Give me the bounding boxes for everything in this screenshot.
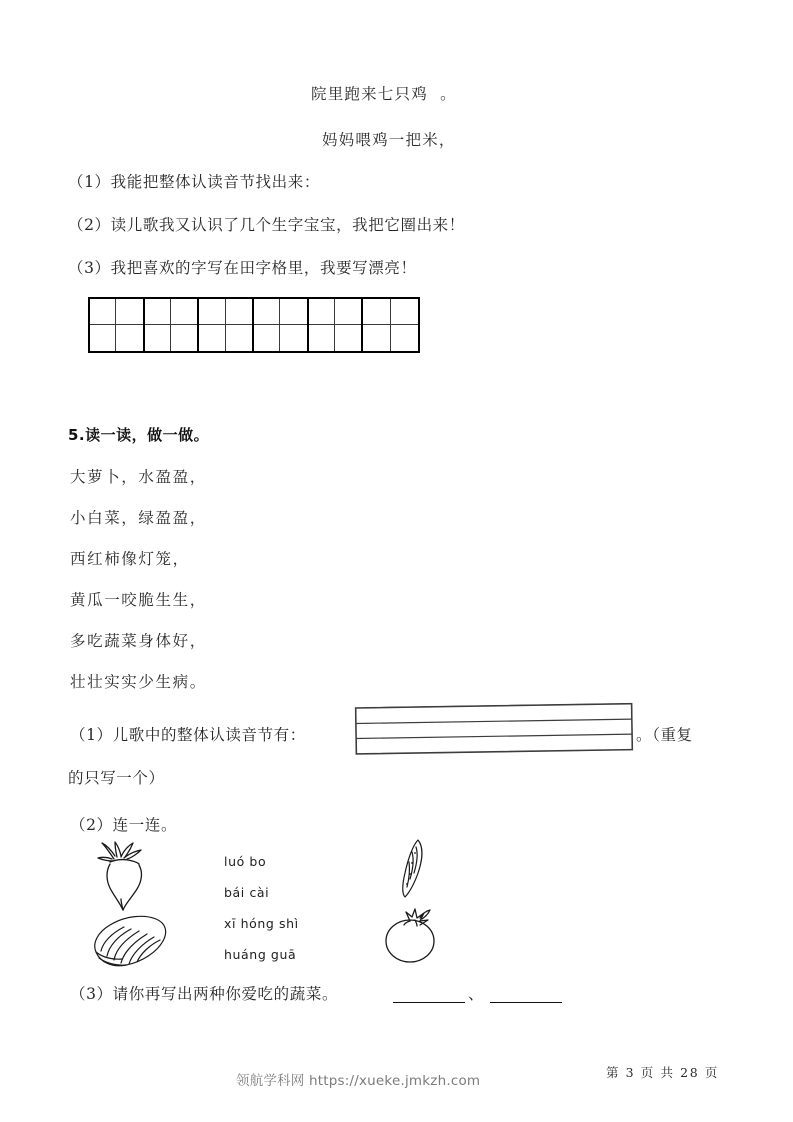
question-1-top: （1）我能把整体认读音节找出来：: [68, 173, 320, 191]
section5-q3-label: （3）请你再写出两种你爱吃的蔬菜。: [70, 985, 339, 1003]
grid-cell[interactable]: [335, 299, 361, 325]
grid-cell[interactable]: [199, 325, 225, 351]
grid-cell[interactable]: [116, 299, 142, 325]
section5-q1-suffix: 。（重复: [636, 726, 693, 744]
grid-cell[interactable]: [280, 325, 306, 351]
pinyin-options-list: [224, 846, 299, 970]
grid-group[interactable]: [199, 299, 254, 351]
pinyin-option-xihongshi[interactable]: xī hóng shì: [224, 916, 299, 931]
section5-q1-prefix: （1）儿歌中的整体认读音节有：: [70, 726, 306, 744]
grid-group[interactable]: [363, 299, 418, 351]
poem-line: 壮壮实实少生病。: [70, 673, 207, 691]
grid-cell[interactable]: [116, 325, 142, 351]
grid-cell[interactable]: [199, 299, 225, 325]
grid-group[interactable]: [90, 299, 145, 351]
grid-cell[interactable]: [335, 325, 361, 351]
poem-line: 黄瓜一咬脆生生，: [70, 591, 207, 609]
tomato-icon[interactable]: [382, 906, 444, 972]
q3-separator: 、: [468, 985, 485, 1003]
grid-group[interactable]: [145, 299, 200, 351]
grid-cell[interactable]: [226, 325, 252, 351]
grid-cell[interactable]: [363, 299, 390, 325]
grid-cell[interactable]: [363, 325, 390, 351]
question-2-top: （2）读儿歌我又认识了几个生字宝宝，我把它圈出来！: [68, 216, 465, 234]
grid-cell[interactable]: [145, 325, 171, 351]
grid-cell[interactable]: [254, 325, 280, 351]
cabbage-icon[interactable]: [86, 910, 174, 976]
pinyin-option-baicai[interactable]: bái cài: [224, 885, 270, 900]
pinyin-option-luobo[interactable]: luó bo: [224, 854, 267, 869]
grid-cell[interactable]: [90, 325, 116, 351]
pinyin-four-line-box[interactable]: [355, 707, 633, 755]
character-writing-grid[interactable]: [88, 297, 420, 353]
radish-icon[interactable]: [88, 840, 162, 916]
grid-cell[interactable]: [391, 299, 418, 325]
verse-line-2: 妈妈喂鸡一把米，: [322, 131, 456, 149]
grid-cell[interactable]: [171, 325, 197, 351]
grid-cell[interactable]: [254, 299, 280, 325]
poem-line: 多吃蔬菜身体好，: [70, 632, 207, 650]
question-3-top: （3）我把喜欢的字写在田字格里，我要写漂亮！: [68, 259, 417, 277]
poem-line: 大萝卜，水盈盈，: [70, 468, 207, 486]
footer-watermark: 领航学科网 https://xueke.jmkzh.com: [236, 1073, 481, 1089]
q3-blank-2[interactable]: [490, 986, 562, 1003]
grid-cell[interactable]: [309, 299, 335, 325]
grid-cell[interactable]: [171, 299, 197, 325]
grid-cell[interactable]: [90, 299, 116, 325]
section5-q1-wrap: 的只写一个）: [68, 769, 165, 787]
grid-cell[interactable]: [309, 325, 335, 351]
poem-line: 西红柿像灯笼，: [70, 550, 190, 568]
footer-page-indicator: 第 3 页 共 28 页: [606, 1065, 719, 1080]
verse-line-1: 院里跑来七只鸡 。: [311, 85, 457, 103]
q3-blank-1[interactable]: [393, 986, 465, 1003]
poem-line: 小白菜，绿盈盈，: [70, 509, 207, 527]
section-5-title: 5.读一读，做一做。: [68, 426, 210, 444]
grid-cell[interactable]: [280, 299, 306, 325]
section5-q2-label: （2）连一连。: [70, 816, 178, 834]
grid-group[interactable]: [254, 299, 309, 351]
matching-exercise[interactable]: [84, 834, 484, 979]
grid-cell[interactable]: [226, 299, 252, 325]
grid-group[interactable]: [309, 299, 364, 351]
grid-cell[interactable]: [145, 299, 171, 325]
grid-cell[interactable]: [391, 325, 418, 351]
pinyin-option-huanggua[interactable]: huáng guā: [224, 947, 297, 962]
cucumber-icon[interactable]: [396, 836, 436, 906]
